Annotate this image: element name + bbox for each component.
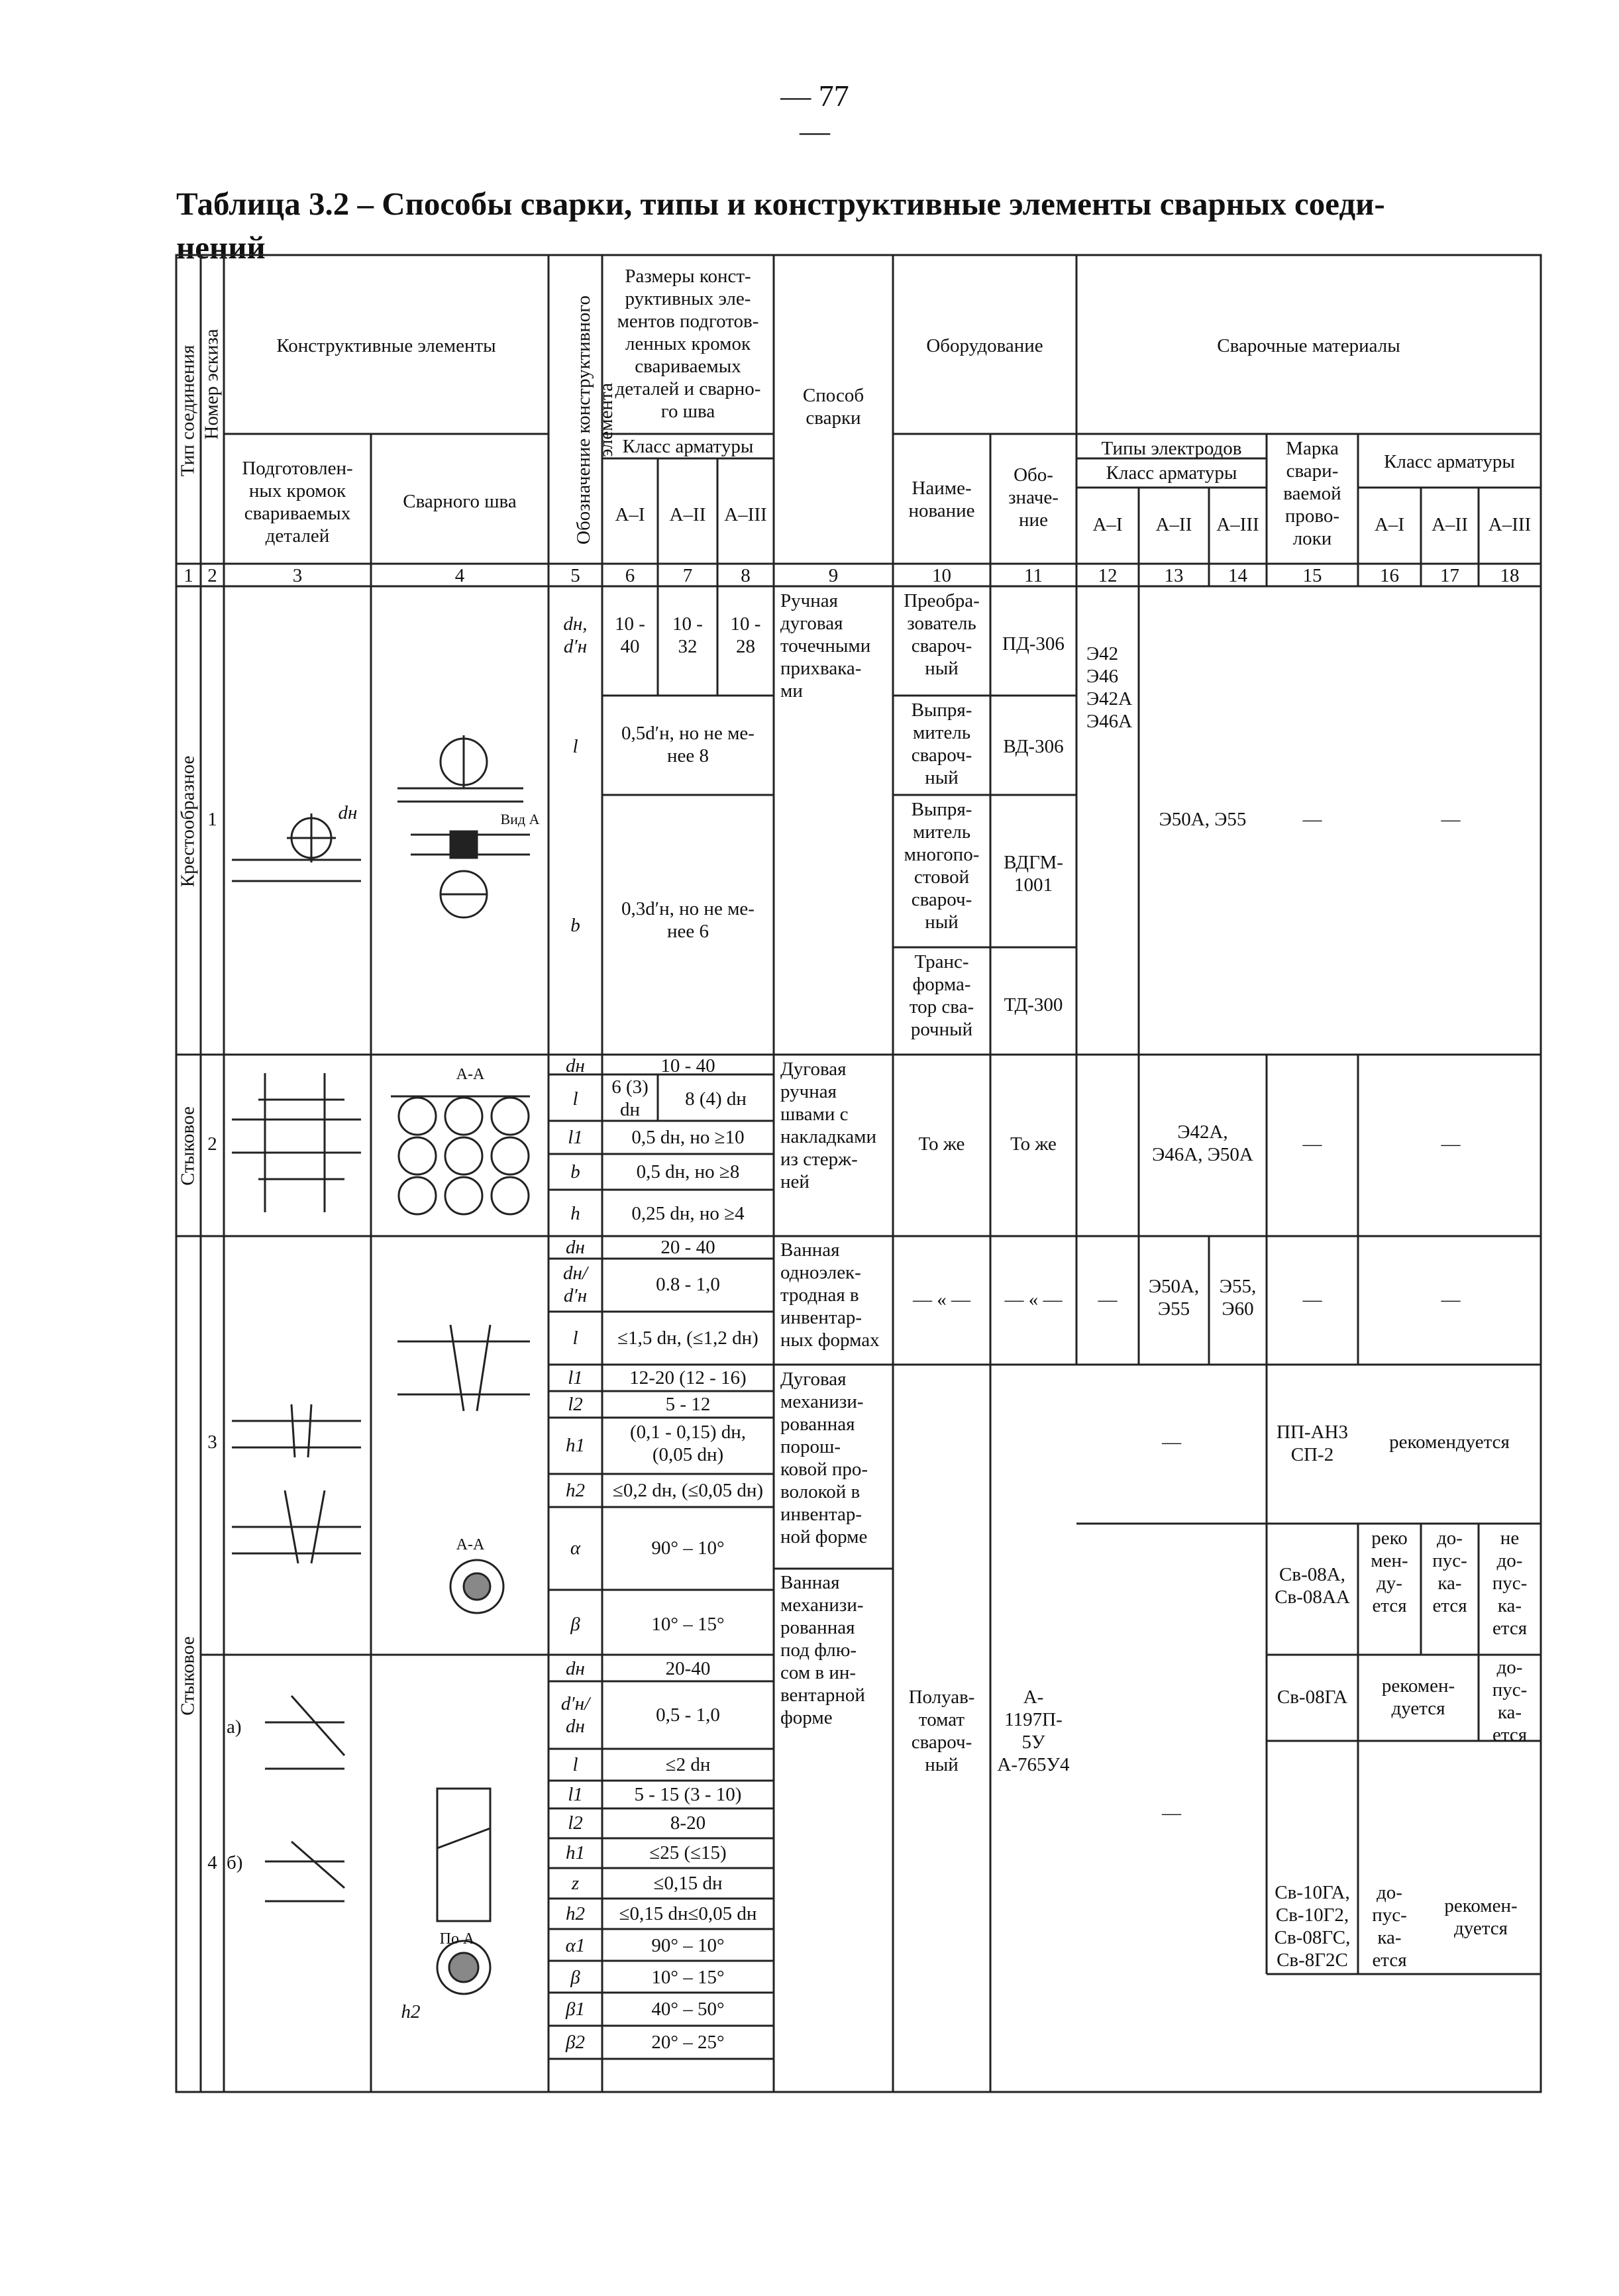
row4-p11: β1 bbox=[566, 1999, 585, 2020]
column-number: 16 bbox=[1380, 565, 1399, 586]
row3-electrodes-a2: Э50А, Э55 bbox=[1148, 1276, 1200, 1320]
header-type: Тип соединения bbox=[177, 344, 199, 477]
row4-method: Ванная механизи- рованная под флю- сом в ин- вентарной форме bbox=[780, 1572, 865, 1728]
row4-p5: l2 bbox=[568, 1812, 583, 1834]
row4-v1: 20-40 bbox=[665, 1658, 711, 1679]
row4-v5: 8-20 bbox=[670, 1812, 706, 1834]
row4-sub-a: а) bbox=[227, 1716, 242, 1738]
row3-v2: 0.8 - 1,0 bbox=[656, 1274, 720, 1295]
row2-eq-code: То же bbox=[1010, 1133, 1057, 1155]
row4-p12: β2 bbox=[566, 2032, 585, 2053]
row3-number: 3 bbox=[207, 1432, 217, 1453]
header-prepared-edges: Подготовлен- ных кромок свариваемых деталей bbox=[242, 458, 353, 547]
row2-v4: 0,5 dн, но ≥8 bbox=[636, 1161, 740, 1182]
row2-v2a: 6 (3) dн bbox=[611, 1076, 649, 1120]
column-number: 2 bbox=[207, 565, 217, 586]
row4-sub-b: б) bbox=[227, 1852, 243, 1873]
row1-l-value: 0,5d′н, но не ме- нее 8 bbox=[621, 723, 755, 766]
sketch-label-dn: dн bbox=[338, 802, 358, 823]
row4-v9: 90° – 10° bbox=[651, 1935, 725, 1956]
row2-v3: 0,5 dн, но ≥10 bbox=[631, 1127, 745, 1148]
row3-eq-name: — « — bbox=[913, 1289, 970, 1310]
row4-v10: 10° – 15° bbox=[651, 1967, 725, 1988]
row1-b-symbol: b bbox=[570, 915, 580, 936]
row2-p2: l bbox=[572, 1088, 578, 1110]
row2-v5: 0,25 dн, но ≥4 bbox=[631, 1203, 745, 1224]
column-number: 1 bbox=[183, 565, 193, 586]
column-number: 11 bbox=[1024, 565, 1043, 586]
row1-l-symbol: l bbox=[572, 736, 578, 757]
row4-v7: ≤0,15 dн bbox=[653, 1873, 723, 1894]
header-equipment-code: Обо- значе- ние bbox=[1008, 464, 1059, 531]
header-electrodes: Типы электродов bbox=[1101, 438, 1242, 459]
column-number: 7 bbox=[682, 565, 693, 586]
header-designation: Обозначение конструктивного элемента bbox=[573, 295, 617, 545]
row1-d-symbol: dн, d′н bbox=[563, 613, 588, 657]
row1-eq4-code: ТД-300 bbox=[1004, 994, 1063, 1016]
column-number: 18 bbox=[1500, 565, 1520, 586]
row2-v2b: 8 (4) dн bbox=[685, 1088, 747, 1110]
header-class-2: Класс арматуры bbox=[1106, 462, 1237, 484]
column-number: 5 bbox=[570, 565, 580, 586]
sketch-label-aa-3: А-А bbox=[456, 1536, 485, 1553]
row2-p4: b bbox=[570, 1161, 580, 1182]
row4-p4: l1 bbox=[568, 1784, 583, 1805]
header-a2-e: А–II bbox=[1155, 514, 1192, 535]
row4-p1: dн bbox=[566, 1658, 585, 1679]
row2-method: Дуговая ручная швами с накладками из стерж- ней bbox=[780, 1059, 876, 1192]
row3-p1: dн bbox=[566, 1237, 585, 1258]
header-a1: А–I bbox=[615, 504, 645, 525]
header-method: Способ сварки bbox=[802, 385, 864, 429]
row1-electrodes-a1: Э42 Э46 Э42А Э46А bbox=[1086, 643, 1133, 732]
row1-eq3-name: Выпря- митель многопо- стовой свароч- ный bbox=[904, 799, 980, 933]
row3-p2: dн/ d′н bbox=[563, 1263, 588, 1306]
row1-eq1-code: ПД-306 bbox=[1002, 633, 1065, 654]
row1-eq3-code: ВДГМ- 1001 bbox=[1004, 852, 1063, 896]
header-sizes: Размеры конст- руктивных эле- ментов подготов- ленных кромок свариваемых деталей и сварно- го шва bbox=[615, 266, 761, 422]
row3-wire-1: ПП-АН3 СП-2 bbox=[1277, 1422, 1348, 1465]
sketch-label-vid-a: Вид А bbox=[500, 811, 540, 827]
row4-p9: α1 bbox=[565, 1935, 586, 1956]
row1-eq2-name: Выпря- митель свароч- ный bbox=[911, 700, 972, 788]
column-number: 4 bbox=[454, 565, 465, 586]
row3-v7: ≤0,2 dн, (≤0,05 dн) bbox=[612, 1480, 764, 1501]
sketch-label-aa-2: А-А bbox=[456, 1066, 485, 1083]
page-number: — 77 — bbox=[780, 79, 849, 148]
row4-v3: ≤2 dн bbox=[665, 1754, 711, 1775]
row4-wire-1: Св-08ГА bbox=[1277, 1687, 1348, 1708]
row4-dash-1: — bbox=[1162, 1802, 1181, 1824]
row4-v12: 20° – 25° bbox=[651, 2032, 725, 2053]
header-sketch-number: Номер эскиза bbox=[201, 329, 223, 440]
row3-dash-2: — bbox=[1441, 1289, 1461, 1310]
row1-type: Крестообразное bbox=[177, 755, 199, 888]
sketch-label-h2: h2 bbox=[401, 2001, 421, 2022]
row2-p1: dн bbox=[566, 1055, 585, 1076]
column-number: 6 bbox=[625, 565, 635, 586]
row1-eq2-code: ВД-306 bbox=[1003, 736, 1064, 757]
header-weld: Сварного шва bbox=[403, 491, 517, 512]
sketch-label-po-a: По А bbox=[439, 1930, 475, 1948]
header-constructive-elements: Конструктивные элементы bbox=[276, 335, 496, 356]
row4-wire-2: Св-10ГА, Св-10Г2, Св-08ГС, Св-8Г2С bbox=[1274, 1882, 1351, 1971]
row4-p8: h2 bbox=[566, 1903, 585, 1924]
table-title: Таблица 3.2 – Способы сварки, типы и конструктивные элементы сварных соеди- нений bbox=[176, 185, 1385, 266]
header-a3-w: А–III bbox=[1488, 514, 1532, 535]
row3-v1: 20 - 40 bbox=[660, 1237, 715, 1258]
row2-type: Стыковое bbox=[177, 1106, 199, 1186]
row4-col18: до- пус- ка- ется bbox=[1492, 1657, 1528, 1746]
row3-col16: реко мен- ду- ется bbox=[1371, 1528, 1408, 1616]
row3-p7: h2 bbox=[566, 1480, 585, 1501]
row4-v8: ≤0,15 dн≤0,05 dн bbox=[619, 1903, 757, 1924]
row2-p5: h bbox=[570, 1203, 580, 1224]
row3-p6: h1 bbox=[566, 1435, 585, 1456]
row4-v2: 0,5 - 1,0 bbox=[656, 1704, 720, 1726]
row4-eq-code: А- 1197П- 5У А-765У4 bbox=[997, 1687, 1070, 1775]
row2-v1: 10 - 40 bbox=[660, 1055, 715, 1076]
column-number: 15 bbox=[1302, 565, 1322, 586]
row3-col18: не до- пус- ка- ется bbox=[1492, 1528, 1528, 1639]
header-a2-w: А–II bbox=[1432, 514, 1468, 535]
row3-dash-0: — bbox=[1098, 1289, 1118, 1310]
row4-p3: l bbox=[572, 1754, 578, 1775]
column-number: 3 bbox=[292, 565, 303, 586]
sketch-drawings bbox=[232, 735, 530, 1994]
header-equipment: Оборудование bbox=[926, 335, 1043, 356]
row1-method: Ручная дуговая точечными прихвака- ми bbox=[780, 590, 871, 702]
column-number: 8 bbox=[741, 565, 751, 586]
row3-v6: (0,1 - 0,15) dн, (0,05 dн) bbox=[630, 1422, 746, 1465]
row3-dash-1: — bbox=[1302, 1289, 1322, 1310]
header-wire: Марка свари- ваемой прово- локи bbox=[1283, 438, 1341, 549]
header-a3: А–III bbox=[724, 504, 767, 525]
row34-type: Стыковое bbox=[177, 1636, 199, 1716]
row3-dash-3: — bbox=[1162, 1432, 1181, 1453]
row4-col16: до- пус- ка- ется bbox=[1372, 1882, 1407, 1971]
row3-v5: 5 - 12 bbox=[665, 1394, 711, 1415]
row1-eq4-name: Транс- форма- тор сва- рочный bbox=[909, 951, 974, 1040]
row2-dash-2: — bbox=[1441, 1133, 1461, 1155]
row4-p6: h1 bbox=[566, 1842, 585, 1863]
row1-dash-2: — bbox=[1441, 809, 1461, 830]
row1-b-value: 0,3d′н, но не ме- нее 6 bbox=[621, 898, 755, 942]
row1-dash-1: — bbox=[1302, 809, 1322, 830]
header-materials: Сварочные материалы bbox=[1217, 335, 1400, 356]
row3-p4: l1 bbox=[568, 1367, 583, 1388]
row4-eq-name: Полуав- томат свароч- ный bbox=[908, 1687, 975, 1775]
row3-p5: l2 bbox=[568, 1394, 583, 1415]
column-number: 12 bbox=[1098, 565, 1118, 586]
row3-v4: 12-20 (12 - 16) bbox=[629, 1367, 747, 1388]
row4-number: 4 bbox=[207, 1852, 217, 1873]
row4-v4: 5 - 15 (3 - 10) bbox=[634, 1784, 742, 1805]
row2-number: 2 bbox=[207, 1133, 217, 1155]
row3-wire-2: Св-08А, Св-08АА bbox=[1275, 1564, 1350, 1608]
header-a1-w: А–I bbox=[1374, 514, 1405, 535]
row3-method-1: Ванная одноэлек- тродная в инвентар- ных формах bbox=[780, 1239, 880, 1351]
header-class-3: Класс арматуры bbox=[1384, 451, 1515, 472]
row3-p9: β bbox=[570, 1614, 580, 1635]
row1-d-a2: 10 - 32 bbox=[672, 613, 703, 657]
row3-p8: α bbox=[570, 1538, 581, 1559]
row2-eq-name: То же bbox=[918, 1133, 965, 1155]
row1-d-a3: 10 - 28 bbox=[730, 613, 761, 657]
column-number: 13 bbox=[1164, 565, 1184, 586]
row1-electrodes-a23: Э50А, Э55 bbox=[1159, 809, 1247, 830]
header-class-1: Класс арматуры bbox=[622, 436, 754, 457]
row3-v3: ≤1,5 dн, (≤1,2 dн) bbox=[617, 1328, 758, 1349]
row4-p7: z bbox=[571, 1873, 580, 1894]
header-equipment-name: Наиме- нование bbox=[908, 478, 975, 521]
header-a1-e: А–I bbox=[1092, 514, 1123, 535]
row4-recommended-1: рекомен- дуется bbox=[1381, 1675, 1455, 1719]
row4-v6: ≤25 (≤15) bbox=[649, 1842, 727, 1863]
row3-eq-code: — « — bbox=[1004, 1289, 1063, 1310]
row2-p3: l1 bbox=[568, 1127, 583, 1148]
column-number: 10 bbox=[932, 565, 951, 586]
column-number: 9 bbox=[828, 565, 839, 586]
row3-v8: 90° – 10° bbox=[651, 1538, 725, 1559]
row3-recommended: рекомендуется bbox=[1389, 1432, 1510, 1453]
header-a3-e: А–III bbox=[1216, 514, 1259, 535]
row4-p10: β bbox=[570, 1967, 580, 1988]
row4-v11: 40° – 50° bbox=[651, 1999, 725, 2020]
row4-p2: d′н/ dн bbox=[560, 1693, 590, 1737]
row2-dash-1: — bbox=[1302, 1133, 1322, 1155]
row3-v9: 10° – 15° bbox=[651, 1614, 725, 1635]
row3-method-2: Дуговая механизи- рованная порош- ковой про- волокой в инвентар- ной форме bbox=[780, 1369, 868, 1547]
row3-p3: l bbox=[572, 1328, 578, 1349]
row2-electrodes: Э42А, Э46А, Э50А bbox=[1152, 1122, 1253, 1165]
row3-col17: до- пус- ка- ется bbox=[1432, 1528, 1467, 1616]
row1-number: 1 bbox=[207, 809, 217, 830]
row1-eq1-name: Преобра- зователь свароч- ный bbox=[904, 590, 980, 679]
row4-recommended-2: рекомен- дуется bbox=[1444, 1895, 1518, 1939]
row1-d-a1: 10 - 40 bbox=[615, 613, 645, 657]
header-a2: А–II bbox=[669, 504, 706, 525]
column-number: 17 bbox=[1440, 565, 1459, 586]
column-number: 14 bbox=[1228, 565, 1247, 586]
row3-electrodes-a3: Э55, Э60 bbox=[1219, 1276, 1257, 1320]
